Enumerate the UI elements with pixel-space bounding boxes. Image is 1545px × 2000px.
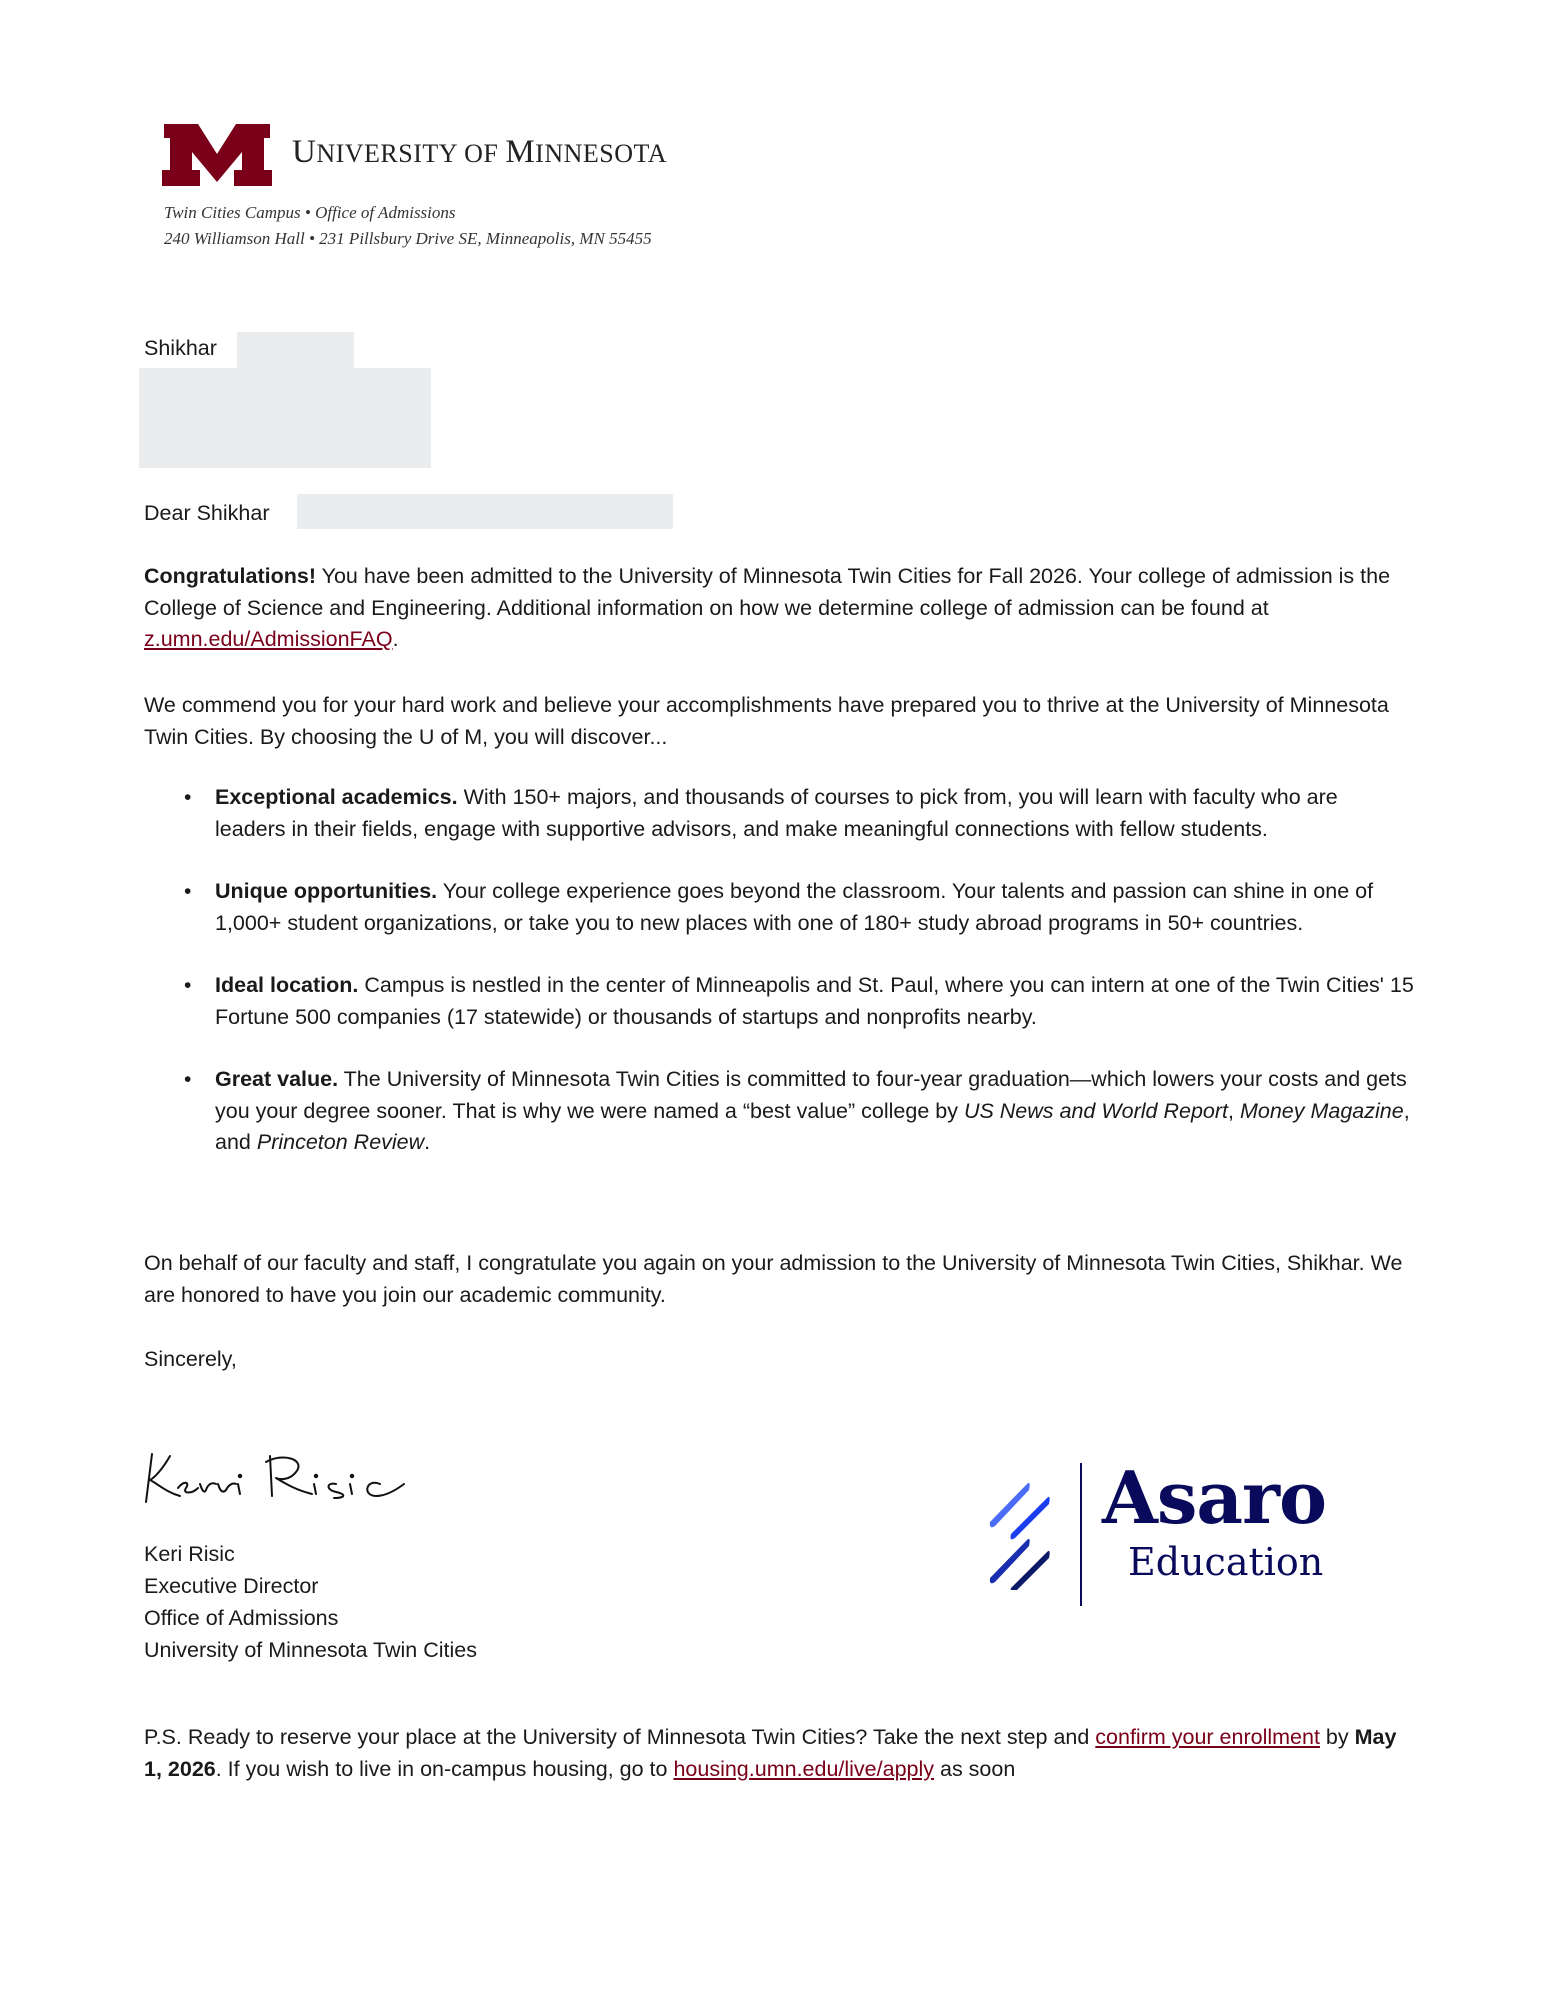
benefits-list [144,782,1414,1190]
salutation: Dear Shikhar [144,501,270,525]
commend-paragraph: We commend you for your hard work and believe your accomplishments have prepared you to thrive at the University of Minnesota Twin Cities. By choosing the U of M, you will discover... [144,693,1389,749]
asaro-subtitle: Education [1128,1540,1324,1584]
ps-paragraph: P.S. Ready to reserve your place at the University of Minnesota Twin Cities? Take the next step and confirm your enrollment by May 1, 2026. If you wish to live in on-campus housing, go to housing.umn.edu/live/apply as soon [144,1725,1397,1781]
asaro-title: Asaro [1102,1455,1327,1540]
signer-name: Keri Risic [144,1542,235,1566]
confirm-enrollment-link[interactable]: confirm your enrollment [1095,1725,1320,1749]
asaro-stripes-logo-icon [985,1470,1055,1590]
recipient-name: Shikhar [144,336,217,360]
letterhead-subtitle: Twin Cities Campus • Office of Admissions [164,203,456,222]
redacted-address [139,368,431,468]
signature-block [144,1538,477,1666]
block-m-logo-icon [162,124,272,186]
list-item: • Exceptional academics. With 150+ majors, and thousands of courses to pick from, you will learn with faculty who are leaders in their fields, engage with supportive advisors, and make meaningful connections with fellow students. [144,782,1414,845]
closing-paragraph: On behalf of our faculty and staff, I congratulate you again on your admission to the University of Minnesota Twin Cities, Shikhar. We are honored to have you join our academic community. [144,1251,1403,1307]
handwritten-signature-icon [140,1440,410,1510]
asaro-divider [1080,1463,1082,1606]
redacted-surname [237,332,354,369]
list-item: • Unique opportunities. Your college experience goes beyond the classroom. Your talents and passion can shine in one of 1,000+ student organizations, or take you to new places with one of 180+ study abroad programs in 50+ countries. [144,876,1414,939]
housing-apply-link[interactable]: housing.umn.edu/live/apply [673,1756,935,1781]
signer-office: Office of Admissions [144,1606,339,1630]
list-item: • Great value. The University of Minnesota Twin Cities is committed to four-year graduation—which lowers your costs and gets you your degree sooner. That is why we were named a “best value” college by US News and World Report, Money Magazine, and Princeton Review. [144,1064,1414,1159]
redacted-salutation-name [297,494,673,529]
signer-institution: University of Minnesota Twin Cities [144,1638,477,1662]
list-item: • Ideal location. Campus is nestled in the center of Minneapolis and St. Paul, where you can intern at one of the Twin Cities' 15 Fortune 500 companies (17 statewide) or thousands of startups and nonprofits nearby. [144,970,1414,1033]
admission-paragraph: Congratulations! You have been admitted to the University of Minnesota Twin Cities for Fall 2026. Your college of admission is the College of Science and Engineering. Additional information on how we determine college of admission can be found at z.umn.edu/AdmissionFAQ. [144,564,1391,651]
signer-title: Executive Director [144,1574,319,1598]
letterhead-address: 240 Williamson Hall • 231 Pillsbury Drive SE, Minneapolis, MN 55455 [164,229,652,248]
closing: Sincerely, [144,1347,237,1371]
university-name: UNIVERSITY OF MINNESOTA [292,134,668,170]
admission-faq-link[interactable]: z.umn.edu/AdmissionFAQ [144,627,393,651]
